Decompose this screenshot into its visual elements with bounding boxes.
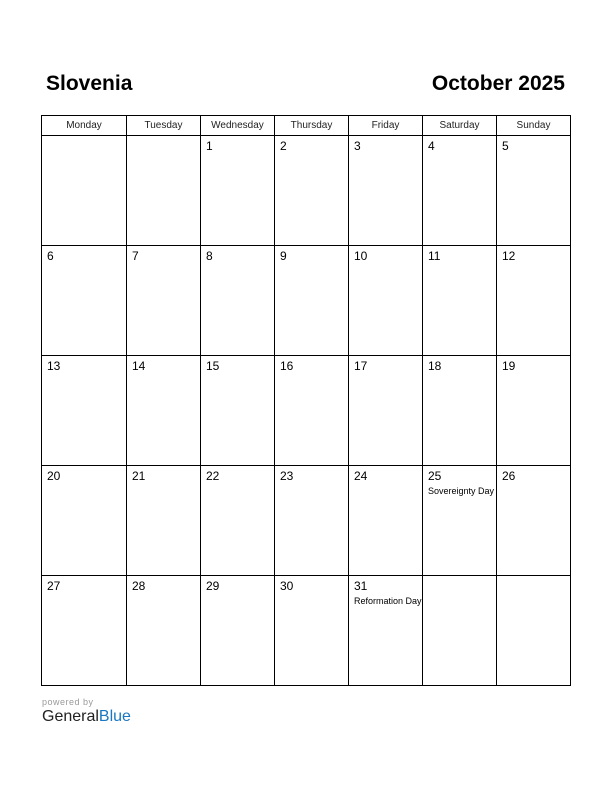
day-cell xyxy=(423,466,497,576)
day-cell xyxy=(275,246,349,356)
day-cell xyxy=(497,356,571,466)
day-number: 31 xyxy=(354,579,368,593)
day-cell xyxy=(275,576,349,686)
day-cell xyxy=(42,356,127,466)
day-number: 18 xyxy=(428,359,442,373)
day-cell xyxy=(423,246,497,356)
logo-blue-text: Blue xyxy=(98,708,131,725)
day-cell xyxy=(127,246,201,356)
day-number: 17 xyxy=(354,359,368,373)
day-number: 14 xyxy=(132,359,146,373)
calendar-week-row xyxy=(42,466,571,576)
day-cell xyxy=(349,356,423,466)
day-number: 16 xyxy=(280,359,294,373)
powered-by-text: powered by xyxy=(42,697,94,707)
weekday-header: Sunday xyxy=(497,116,571,136)
day-cell xyxy=(497,466,571,576)
day-cell xyxy=(423,576,497,686)
day-cell xyxy=(423,136,497,246)
day-number: 7 xyxy=(132,249,139,263)
day-cell xyxy=(42,246,127,356)
day-number: 10 xyxy=(354,249,368,263)
day-number: 22 xyxy=(206,469,220,483)
weekday-header: Wednesday xyxy=(201,116,275,136)
day-number: 26 xyxy=(502,469,516,483)
day-cell xyxy=(349,246,423,356)
day-number: 1 xyxy=(206,139,213,153)
month-title: October 2025 xyxy=(431,72,565,95)
day-number: 30 xyxy=(280,579,294,593)
holiday-label: Reformation Day xyxy=(354,596,422,606)
day-number: 29 xyxy=(206,579,220,593)
day-number: 8 xyxy=(206,249,213,263)
day-number: 24 xyxy=(354,469,368,483)
calendar-body xyxy=(42,136,571,686)
day-number: 23 xyxy=(280,469,294,483)
day-cell xyxy=(497,576,571,686)
day-number: 5 xyxy=(502,139,509,153)
day-number: 19 xyxy=(502,359,516,373)
logo-general-text: General xyxy=(42,708,99,725)
day-cell xyxy=(275,466,349,576)
day-cell xyxy=(42,576,127,686)
day-number: 11 xyxy=(428,249,441,263)
day-cell xyxy=(201,246,275,356)
day-number: 21 xyxy=(132,469,146,483)
calendar-week-row xyxy=(42,136,571,246)
day-number xyxy=(423,576,496,579)
day-number: 27 xyxy=(47,579,61,593)
weekday-header: Tuesday xyxy=(127,116,201,136)
day-number: 3 xyxy=(354,139,361,153)
holiday-label: Sovereignty Day xyxy=(428,486,495,496)
day-cell xyxy=(201,356,275,466)
day-number: 20 xyxy=(47,469,61,483)
day-number: 13 xyxy=(47,359,61,373)
day-number: 28 xyxy=(132,579,146,593)
day-number: 4 xyxy=(428,139,435,153)
day-cell xyxy=(349,576,423,686)
weekday-header-row xyxy=(42,116,571,136)
day-cell xyxy=(423,356,497,466)
day-cell xyxy=(201,576,275,686)
day-cell xyxy=(275,356,349,466)
day-number: 6 xyxy=(47,249,54,263)
weekday-header: Saturday xyxy=(423,116,497,136)
day-number: 25 xyxy=(428,469,442,483)
calendar-grid xyxy=(41,115,571,686)
generalblue-logo[interactable] xyxy=(42,708,131,726)
day-number xyxy=(127,136,200,139)
day-cell xyxy=(42,466,127,576)
day-cell xyxy=(275,136,349,246)
day-cell xyxy=(127,576,201,686)
day-number: 15 xyxy=(206,359,220,373)
day-cell xyxy=(201,466,275,576)
day-number xyxy=(42,136,126,139)
day-cell xyxy=(127,356,201,466)
day-cell xyxy=(497,136,571,246)
brand-footer xyxy=(42,697,131,726)
day-number xyxy=(497,576,570,579)
weekday-header: Monday xyxy=(42,116,127,136)
calendar-week-row xyxy=(42,246,571,356)
day-number: 12 xyxy=(502,249,516,263)
day-cell xyxy=(349,136,423,246)
weekday-header: Friday xyxy=(349,116,423,136)
day-cell xyxy=(127,136,201,246)
day-cell xyxy=(127,466,201,576)
country-title: Slovenia xyxy=(46,72,133,95)
day-cell xyxy=(497,246,571,356)
weekday-header: Thursday xyxy=(275,116,349,136)
day-cell xyxy=(201,136,275,246)
calendar-week-row xyxy=(42,356,571,466)
day-number: 2 xyxy=(280,139,287,153)
day-cell xyxy=(42,136,127,246)
day-number: 9 xyxy=(280,249,287,263)
day-cell xyxy=(349,466,423,576)
calendar-week-row xyxy=(42,576,571,686)
